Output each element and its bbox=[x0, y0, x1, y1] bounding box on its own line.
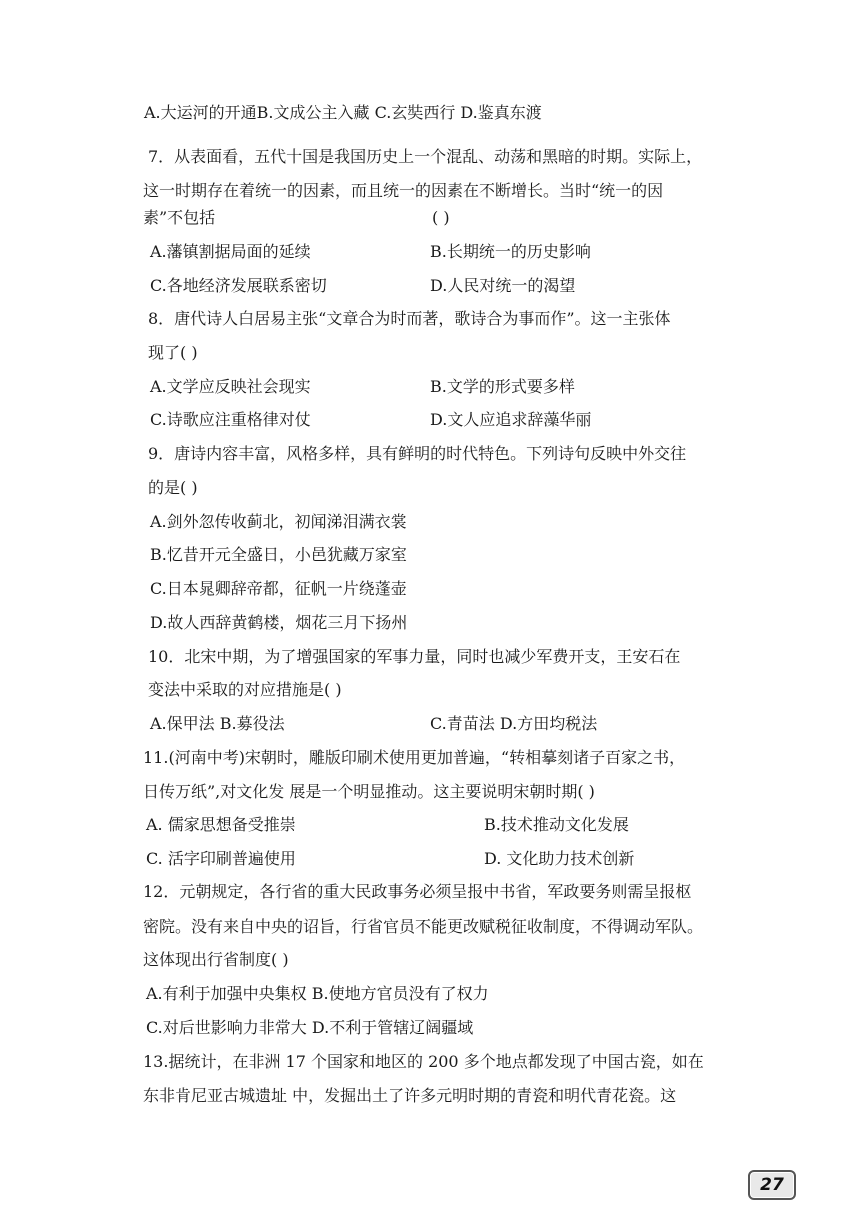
q8-option-a: A.文学应反映社会现实 bbox=[150, 377, 311, 396]
q7-option-d: D.人民对统一的渴望 bbox=[430, 276, 576, 295]
q7-stem-line-2: 这一时期存在着统一的因素，而且统一的因素在不断增长。当时“统一的因 bbox=[143, 181, 664, 200]
q12-stem-line-3: 这体现出行省制度( ) bbox=[143, 950, 289, 969]
q10-stem-line-1: 10．北宋中期，为了增强国家的军事力量，同时也减少军费开支，王安石在 bbox=[148, 647, 681, 666]
q13-stem-line-1: 13.据统计，在非洲 17 个国家和地区的 200 多个地点都发现了中国古瓷，如在 bbox=[143, 1052, 704, 1071]
q9-option-a: A.剑外忽传收蓟北，初闻涕泪满衣裳 bbox=[150, 512, 407, 531]
q11-option-b: B.技术推动文化发展 bbox=[484, 815, 629, 834]
q8-option-d: D.文人应追求辞藻华丽 bbox=[430, 410, 592, 429]
q7-option-c: C.各地经济发展联系密切 bbox=[150, 276, 327, 295]
q9-option-b: B.忆昔开元全盛日，小邑犹藏万家室 bbox=[150, 545, 407, 564]
q9-option-c: C.日本晁卿辞帝都，征帆一片绕蓬壶 bbox=[150, 579, 407, 598]
q10-options-cd: C.青苗法 D.方田均税法 bbox=[430, 714, 598, 733]
q7-stem-line-1: 7．从表面看，五代十国是我国历史上一个混乱、动荡和黑暗的时期。实际上， bbox=[148, 147, 703, 166]
q11-stem-line-2: 日传万纸”,对文化发 展是一个明显推动。这主要说明宋朝时期( ) bbox=[143, 782, 595, 801]
q9-stem-line-2: 的是( ) bbox=[148, 478, 198, 497]
q7-option-a: A.藩镇割据局面的延续 bbox=[150, 242, 311, 261]
q8-option-b: B.文学的形式要多样 bbox=[430, 377, 575, 396]
q11-option-d: D. 文化助力技术创新 bbox=[484, 849, 635, 868]
q6-options: A.大运河的开通B.文成公主入藏 C.玄奘西行 D.鉴真东渡 bbox=[144, 103, 542, 122]
q12-options-cd: C.对后世影响力非常大 D.不利于管辖辽阔疆域 bbox=[146, 1018, 474, 1037]
q7-stem-line-3: 素”不包括 bbox=[143, 208, 216, 227]
q8-option-c: C.诗歌应注重格律对仗 bbox=[150, 410, 311, 429]
q12-stem-line-1: 12．元朝规定，各行省的重大民政事务必须呈报中书省，军政要务则需呈报枢 bbox=[143, 882, 692, 901]
q11-option-c: C. 活字印刷普遍使用 bbox=[146, 849, 296, 868]
q9-option-d: D.故人西辞黄鹤楼，烟花三月下扬州 bbox=[150, 613, 408, 632]
q11-option-a: A. 儒家思想备受推崇 bbox=[146, 815, 296, 834]
page-number-badge: 27 bbox=[748, 1170, 796, 1200]
q7-answer-paren: ( ) bbox=[432, 208, 450, 227]
q10-options-ab: A.保甲法 B.募役法 bbox=[150, 714, 285, 733]
q7-option-b: B.长期统一的历史影响 bbox=[430, 242, 591, 261]
q12-stem-line-2: 密院。没有来自中央的诏旨，行省官员不能更改赋税征收制度，不得调动军队。 bbox=[143, 917, 704, 936]
q10-stem-line-2: 变法中采取的对应措施是( ) bbox=[148, 680, 342, 699]
q12-options-ab: A.有利于加强中央集权 B.使地方官员没有了权力 bbox=[146, 984, 489, 1003]
q9-stem-line-1: 9．唐诗内容丰富，风格多样，具有鲜明的时代特色。下列诗句反映中外交往 bbox=[148, 444, 687, 463]
q11-stem-line-1: 11.(河南中考)宋朝时，雕版印刷术使用更加普遍，“转相摹刻诸子百家之书， bbox=[143, 748, 686, 767]
q8-stem-line-2: 现了( ) bbox=[148, 343, 198, 362]
q8-stem-line-1: 8．唐代诗人白居易主张“文章合为时而著，歌诗合为事而作”。这一主张体 bbox=[148, 309, 671, 328]
q13-stem-line-2: 东非肯尼亚古城遗址 中，发掘出土了许多元明时期的青瓷和明代青花瓷。这 bbox=[143, 1086, 677, 1105]
